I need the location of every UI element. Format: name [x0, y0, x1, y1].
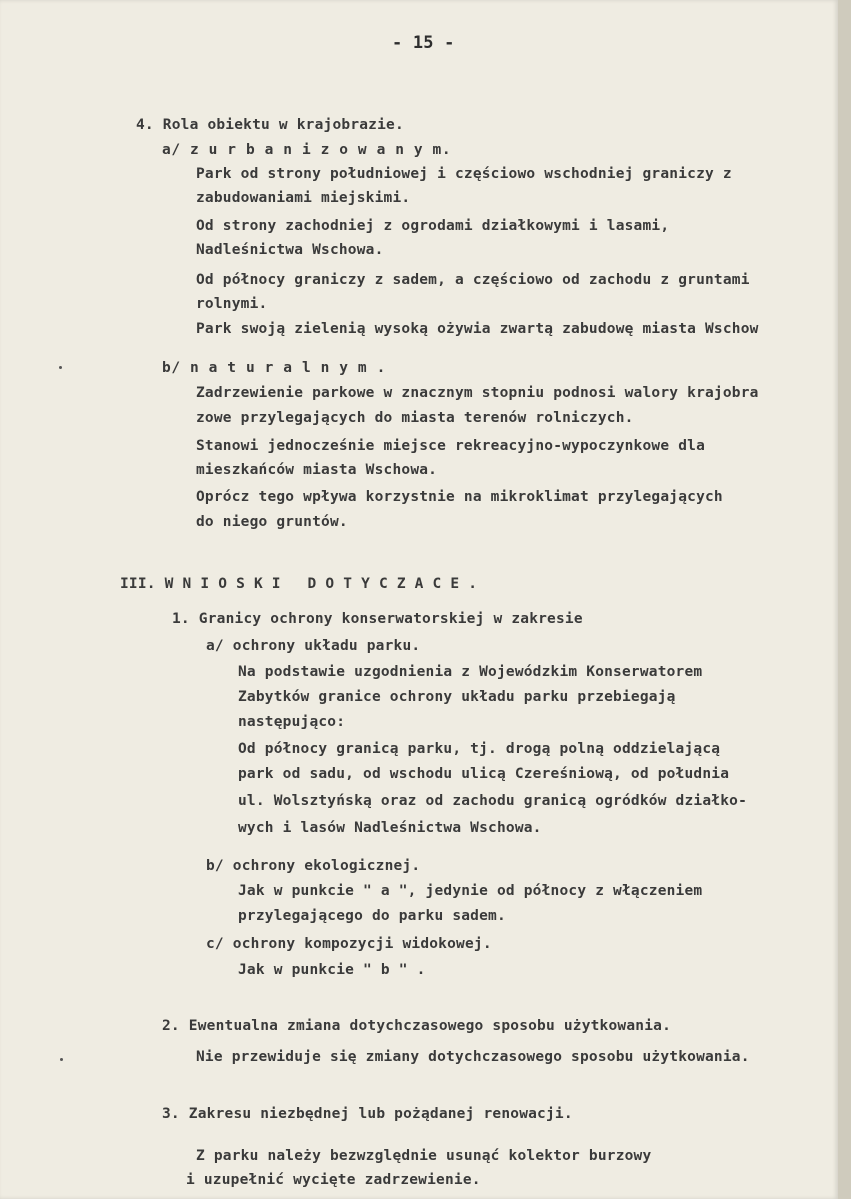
text-line: Na podstawie uzgodnienia z Wojewódzkim Konserwatorem — [238, 664, 703, 680]
item-1b-heading: b/ ochrony ekologicznej. — [206, 858, 421, 874]
page-edge — [838, 0, 851, 1199]
section-heading-iii: III. W N I O S K I D O T Y C Z A C E . — [120, 576, 478, 592]
subsection-b-heading: b/ n a t u r a l n y m . — [162, 360, 386, 376]
margin-dot — [60, 1058, 63, 1061]
text-line: rolnymi. — [196, 296, 268, 312]
margin-dot — [59, 366, 62, 369]
section-heading-4: 4. Rola obiektu w krajobrazie. — [136, 117, 404, 133]
text-line: zowe przylegających do miasta terenów rolniczych. — [196, 410, 634, 426]
text-line: Jak w punkcie " b " . — [238, 962, 426, 978]
text-line: park od sadu, od wschodu ulicą Czereśniową, od południa — [238, 766, 730, 782]
item-1a-heading: a/ ochrony układu parku. — [206, 638, 421, 654]
item-2-heading: 2. Ewentualna zmiana dotychczasowego sposobu użytkowania. — [162, 1018, 671, 1034]
text-line: Od północy graniczy z sadem, a częściowo od zachodu z gruntami — [196, 272, 750, 288]
subsection-a-heading: a/ z u r b a n i z o w a n y m. — [162, 142, 452, 158]
text-line: następująco: — [238, 714, 346, 730]
text-line: Od północy granicą parku, tj. drogą polną oddzielającą — [238, 741, 721, 757]
text-line: Nie przewiduje się zmiany dotychczasowego sposobu użytkowania. — [196, 1049, 750, 1065]
page-number: - 15 - — [392, 33, 455, 53]
item-1c-heading: c/ ochrony kompozycji widokowej. — [206, 936, 492, 952]
text-line: Zabytków granice ochrony układu parku przebiegają — [238, 689, 676, 705]
text-line: przylegającego do parku sadem. — [238, 908, 506, 924]
text-line: Oprócz tego wpływa korzystnie na mikroklimat przylegających — [196, 489, 723, 505]
item-1-heading: 1. Granicy ochrony konserwatorskiej w zakresie — [172, 611, 583, 627]
text-line: Nadleśnictwa Wschowa. — [196, 242, 384, 258]
text-line: Park swoją zielenią wysoką ożywia zwartą zabudowę miasta Wschow — [196, 321, 759, 337]
text-line: Z parku należy bezwzględnie usunąć kolektor burzowy — [196, 1148, 652, 1164]
text-line: wych i lasów Nadleśnictwa Wschowa. — [238, 820, 542, 836]
text-line: Jak w punkcie " a ", jedynie od północy z włączeniem — [238, 883, 703, 899]
item-3-heading: 3. Zakresu niezbędnej lub pożądanej renowacji. — [162, 1106, 573, 1122]
text-line: ul. Wolsztyńską oraz od zachodu granicą ogródków działko- — [238, 793, 747, 809]
text-line: Park od strony południowej i częściowo wschodniej graniczy z — [196, 166, 732, 182]
text-line: Zadrzewienie parkowe w znacznym stopniu podnosi walory krajobra — [196, 385, 759, 401]
text-line: zabudowaniami miejskimi. — [196, 190, 411, 206]
text-line: mieszkańców miasta Wschowa. — [196, 462, 438, 478]
text-line: do niego gruntów. — [196, 514, 348, 530]
text-line: i uzupełnić wycięte zadrzewienie. — [186, 1172, 481, 1188]
text-line: Od strony zachodniej z ogrodami działkowymi i lasami, — [196, 218, 670, 234]
text-line: Stanowi jednocześnie miejsce rekreacyjno-wypoczynkowe dla — [196, 438, 705, 454]
